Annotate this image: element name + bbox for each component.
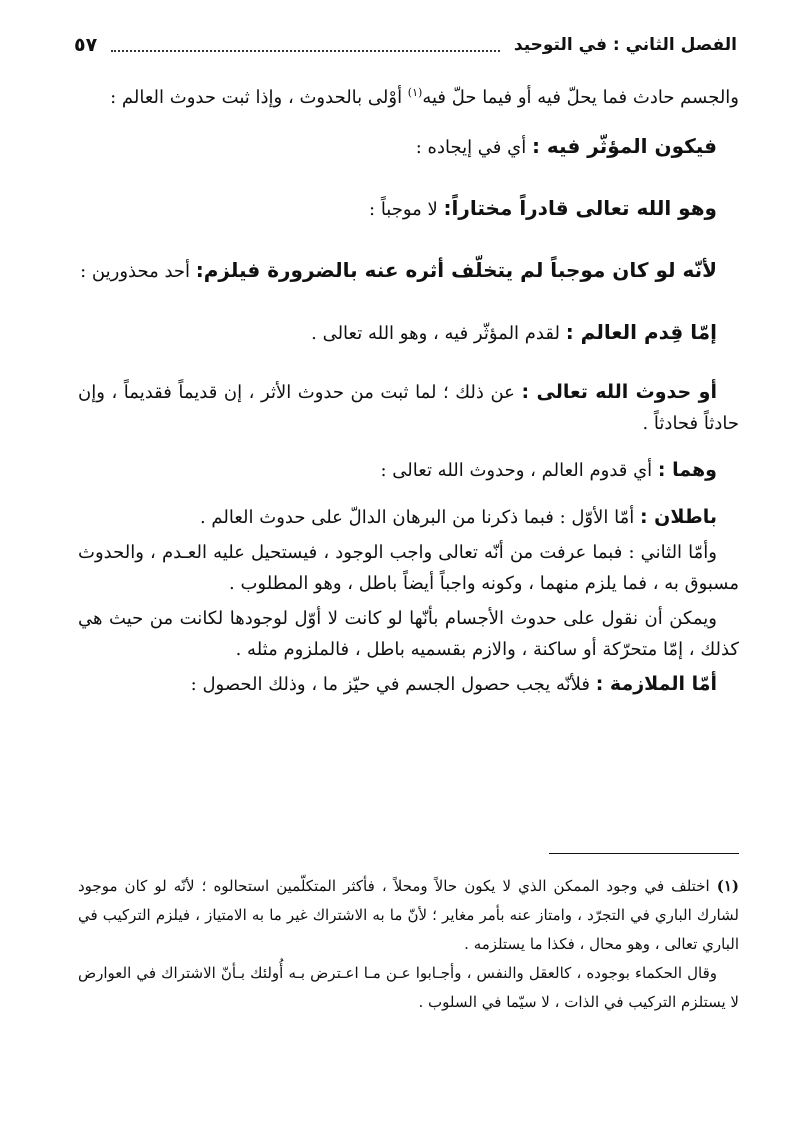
paragraph-10 xyxy=(78,603,739,665)
dotted-leader xyxy=(111,50,500,52)
paragraph-8 xyxy=(78,502,739,533)
footnote-text: وقال الحكماء بوجوده ، كالعقل والنفس ، وأجـابوا عـن مـا اعـترض بـه أُولئك بـأنّ الاشتراك في العوارض لا يستلزم التركيب في الذات ، لا سيّما في السلوب . xyxy=(78,964,739,1011)
matn-lemma: وهو الله تعالى قادراً مختاراً: xyxy=(443,196,717,220)
paragraph-text: والجسم حادث فما يحلّ فيه أو فيما حلّ فيه xyxy=(422,87,739,108)
sharh-text: أي قدوم العالم ، وحدوث الله تعالى : xyxy=(380,460,658,481)
page-header xyxy=(74,30,737,60)
matn-lemma: إمّا قِدم العالم : xyxy=(565,320,717,344)
sharh-text: أي في إيجاده : xyxy=(415,137,532,158)
footnote-1-continued xyxy=(78,959,739,1017)
footnote-1 xyxy=(78,872,739,959)
sharh-text: أمّا الأوّل : فبما ذكرنا من البرهان الدالّ على حدوث العالم . xyxy=(199,507,640,528)
matn-lemma: وهما : xyxy=(657,459,717,481)
sharh-text: وأمّا الثاني : فبما عرفت من أنّه تعالى واجب الوجود ، فيستحيل عليه العـدم ، والحدوث مسبوق به ، فما يلزم منهما ، وكونه واجباً أيضاً باطل ، وهو المطلوب . xyxy=(78,542,739,594)
paragraph-7 xyxy=(78,455,739,486)
paragraph-6 xyxy=(78,377,739,439)
footnote-text: اختلف في وجود الممكن الذي لا يكون حالاً ومحلاً ، فأكثر المتكلّمين استحالوه ؛ لأنّه لو كان موجود لشارك الباري في التجرّد ، وامتاز عنه بأمر مغاير ؛ لأنّ ما به الاشتراك غير ما به الامتياز ، فيلزم التركيب في الباري تعالى ، وهو محال ، فكذا ما يستلزمه . xyxy=(78,877,739,953)
sharh-text: فلأنّه يجب حصول الجسم في حيّز ما ، وذلك الحصول : xyxy=(190,674,596,695)
sharh-text: لقدم المؤثّر فيه ، وهو الله تعالى . xyxy=(311,323,566,344)
paragraph-5 xyxy=(78,315,739,351)
sharh-text: عن ذلك ؛ لما ثبت من حدوث الأثر ، إن قديماً فقديماً ، وإن حادثاً فحادثاً . xyxy=(78,382,739,434)
footnotes xyxy=(78,872,739,1017)
paragraph-11 xyxy=(78,669,739,700)
matn-lemma: أو حدوث الله تعالى : xyxy=(521,381,717,403)
paragraph-1 xyxy=(78,82,739,113)
page-number: ٥٧ xyxy=(74,34,98,56)
paragraph-3 xyxy=(78,191,739,227)
paragraph-4 xyxy=(78,253,739,289)
paragraph-9 xyxy=(78,537,739,599)
matn-lemma: لأنّه لو كان موجباً لم يتخلّف أثره عنه بالضرورة فيلزم: xyxy=(195,258,717,282)
main-text xyxy=(78,82,739,704)
matn-lemma: باطلان : xyxy=(639,506,717,528)
paragraph-2 xyxy=(78,129,739,165)
footnote-separator xyxy=(549,853,739,854)
matn-lemma: أمّا الملازمة : xyxy=(595,673,717,695)
matn-lemma: فيكون المؤثّر فيه : xyxy=(531,134,717,158)
sharh-text: أحد محذورين : xyxy=(80,261,196,282)
footnote-reference: (١) xyxy=(407,86,423,99)
sharh-text: ويمكن أن نقول على حدوث الأجسام بأنّها لو كانت لا أوّل لوجودها لكانت من حيث هي كذلك ، إمّا متحرّكة أو ساكنة ، والازم بقسميه باطل ، فالملزوم مثله . xyxy=(78,608,739,660)
footnote-number: (١) xyxy=(716,877,739,895)
paragraph-text: أوْلى بالحدوث ، وإذا ثبت حدوث العالم : xyxy=(110,87,408,108)
running-title: الفصل الثاني : في التوحيد xyxy=(513,35,737,55)
sharh-text: لا موجباً : xyxy=(369,199,444,220)
